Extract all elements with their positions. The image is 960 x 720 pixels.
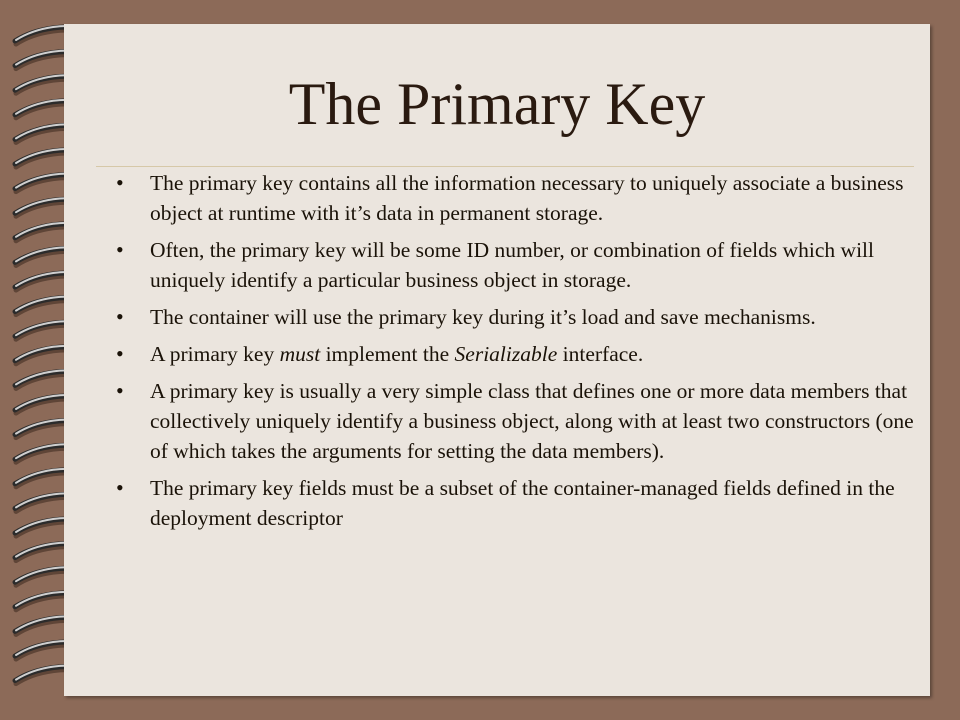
bullet-text: The container will use the primary key during it’s load and save mechanisms. bbox=[150, 305, 816, 329]
bullet-item bbox=[116, 376, 916, 466]
bullet-list bbox=[116, 168, 916, 540]
bullet-marker: • bbox=[116, 170, 124, 195]
bullet-item bbox=[116, 168, 916, 228]
bullet-text: The primary key contains all the information necessary to uniquely associate a business object at runtime with it’s data in permanent storage. bbox=[150, 171, 904, 225]
bullet-item bbox=[116, 339, 916, 369]
bullet-text-part: A primary key bbox=[150, 342, 280, 366]
bullet-emphasis: Serializable bbox=[454, 342, 558, 366]
bullet-text-part: implement the bbox=[320, 342, 455, 366]
bullet-item bbox=[116, 235, 916, 295]
bullet-marker: • bbox=[116, 237, 124, 262]
slide-title: The Primary Key bbox=[288, 71, 706, 137]
title-divider bbox=[96, 166, 914, 167]
bullet-marker: • bbox=[116, 304, 124, 329]
bullet-text bbox=[150, 342, 643, 366]
bullet-text: A primary key is usually a very simple class that defines one or more data members that collectively uniquely identify a business object, along with at least two constructors (one of which takes the arguments for setting the data members). bbox=[150, 379, 914, 463]
bullet-text-part: interface. bbox=[557, 342, 644, 366]
bullet-marker: • bbox=[116, 475, 124, 500]
bullet-marker: • bbox=[116, 341, 124, 366]
bullet-item bbox=[116, 302, 916, 332]
bullet-marker: • bbox=[116, 378, 124, 403]
bullet-emphasis: must bbox=[279, 342, 321, 366]
bullet-text: Often, the primary key will be some ID number, or combination of fields which will uniquely identify a particular business object in storage. bbox=[150, 238, 874, 292]
bullet-item bbox=[116, 473, 916, 533]
bullet-text: The primary key fields must be a subset of the container-managed fields defined in the deployment descriptor bbox=[150, 476, 895, 530]
